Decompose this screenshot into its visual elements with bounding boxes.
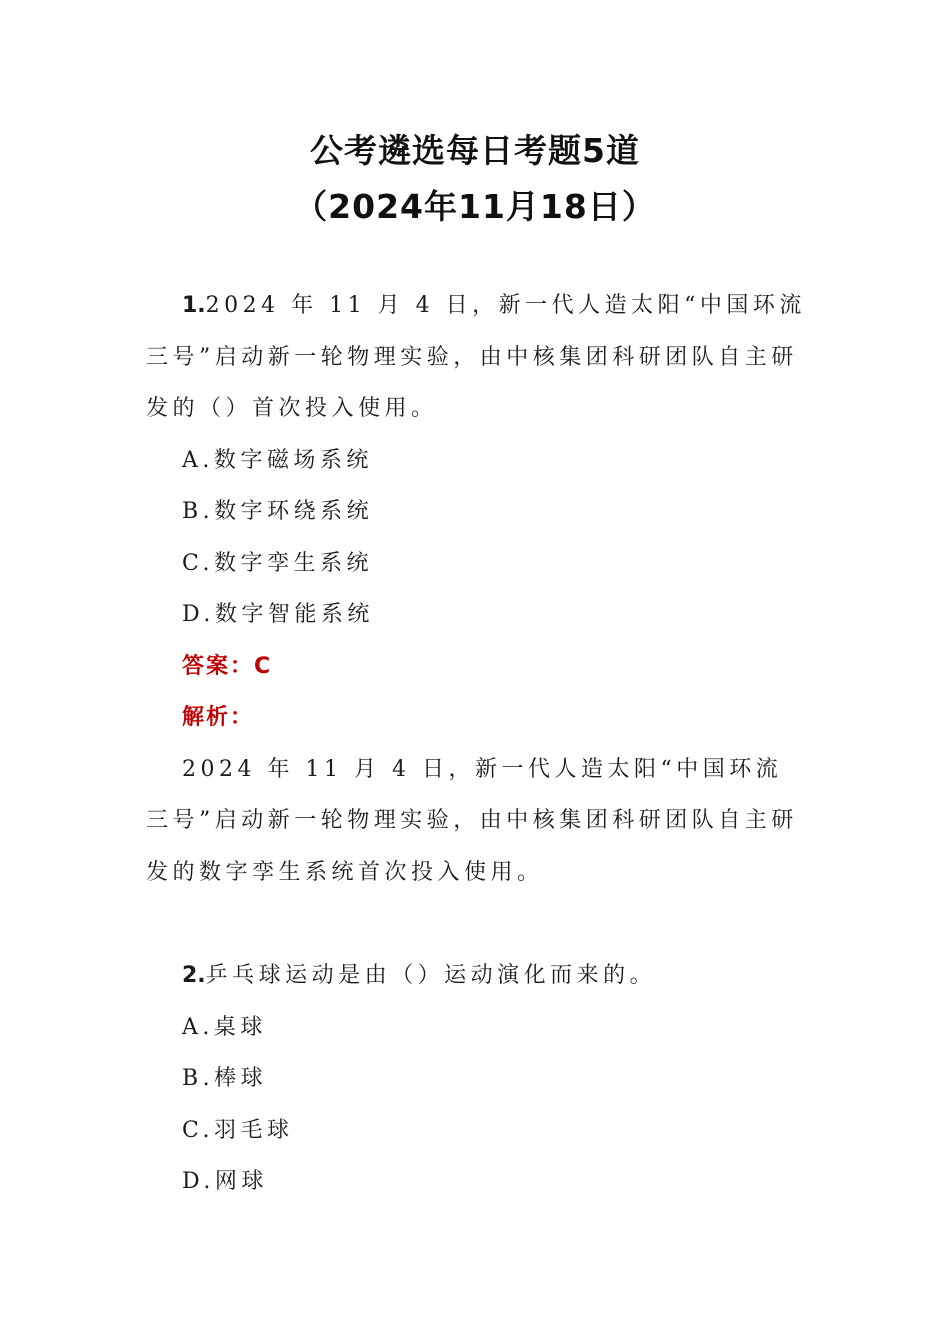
title-line-date: （2024年11月18日） [294,187,656,226]
page-title [0,128,950,230]
question-1-text: 2024 年 11 月 4 日，新一代人造太阳“中国环流三号”启动新一轮物理实验，由中核集团科研团队自主研发的（）首次投入使用。 [146,293,806,421]
question-1-stem [146,280,808,435]
question-1-option-c: C.数字孪生系统 [182,550,374,576]
question-1-analysis-label: 解析： [182,705,255,730]
question-2-stem [146,950,808,1002]
question-1-option-a: A.数字磁场系统 [182,447,373,473]
question-1-number: 1. [182,293,206,318]
question-1-option-d: D.数字智能系统 [182,602,374,627]
section-spacer [146,898,808,950]
question-2-option-d: D.网球 [182,1169,268,1194]
question-1-answer: 答案：C [182,653,273,679]
questions-content [146,280,808,1208]
question-2-text: 乒乓球运动是由（）运动演化而来的。 [205,963,657,988]
question-2-number: 2. [182,963,206,988]
question-2-option-a: A.桌球 [182,1014,267,1040]
question-1-option-b: B.数字环绕系统 [182,499,374,524]
question-1-analysis: 2024 年 11 月 4 日，新一代人造太阳“中国环流三号”启动新一轮物理实验，由中核集团科研团队自主研发的数字孪生系统首次投入使用。 [146,756,798,885]
title-line-main: 公考遴选每日考题5道 [310,131,640,170]
question-2-option-c: C.羽毛球 [182,1117,294,1143]
question-2-option-b: B.棒球 [182,1066,268,1091]
